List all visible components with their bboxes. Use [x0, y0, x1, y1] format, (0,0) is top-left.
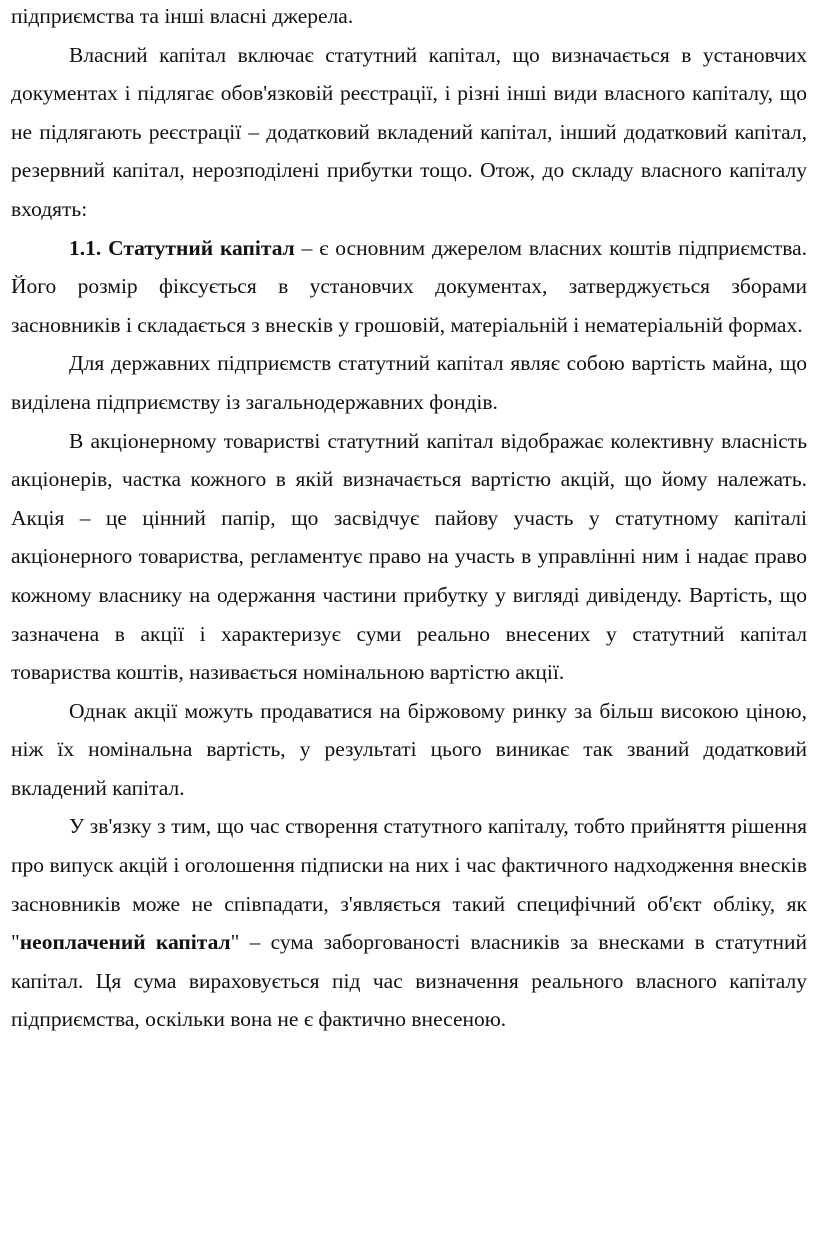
- paragraph-equity-composition: [11, 36, 807, 229]
- paragraph-text: Для державних підприємств статутний капітал являє собою вартість майна, що виділена підприємству із загальнодержавних фондів.: [11, 351, 807, 414]
- paragraph-joint-stock: [11, 422, 807, 692]
- paragraph-text: Власний капітал включає статутний капітал, що визначається в установчих документах і підлягає обов'язковій реєстрації, і різні інші види власного капіталу, що не підлягають реєстрації – додатковий вкладений капітал, інший додатковий капітал, резервний капітал, нерозподілені прибутки тощо. Отож, до складу власного капіталу входять:: [11, 42, 807, 221]
- paragraph-unpaid-capital: [11, 807, 807, 1039]
- paragraph-text: " – сума заборгованості власників за внесками в статутний капітал. Ця сума вираховується під час визначення реального власного капіталу підприємства, оскільки вона не є фактично внесеною.: [11, 930, 807, 1032]
- paragraph-statutory-capital: [11, 229, 807, 345]
- paragraph-text: підприємства та інші власні джерела.: [11, 4, 354, 28]
- paragraph-additional-capital: [11, 692, 807, 808]
- paragraph-text: В акціонерному товаристві статутний капітал відображає колективну власність акціонерів, частка кожного в якій визначається вартістю акцій, що йому належать. Акція – це цінний папір, що засвідчує пайову участь у статутному капіталі акціонерного товариства, регламентує право на участь в управлінні ним і надає право кожному власнику на одержання частини прибутку у вигляді дивіденду. Вартість, що зазначена в акції і характеризує суми реально внесених у статутний капітал товариства коштів, називається номінальною вартістю акції.: [11, 428, 807, 685]
- section-heading: 1.1. Статутний капітал: [69, 235, 295, 260]
- paragraph-text: – є основним джерелом власних коштів підприємства. Його розмір фіксується в установчих документах, затверджується зборами засновників і складається з внесків у грошовій, матеріальній і нематеріальній формах.: [11, 235, 807, 337]
- paragraph-state-enterprises: [11, 344, 807, 421]
- paragraph-text: Однак акції можуть продаватися на біржовому ринку за більш високою ціною, ніж їх номінальна вартість, у результаті цього виникає так званий додатковий вкладений капітал.: [11, 698, 807, 800]
- bold-term: неоплачений капітал: [19, 930, 231, 955]
- paragraph-continuation: [11, 0, 807, 36]
- paragraph-text: У зв'язку з тим, що час створення статутного капіталу, тобто прийняття рішення про випуск акцій і оголошення підписки на них і час фактичного надходження внесків засновників може не співпадати, з'являється такий специфічний об'єкт обліку, як ": [11, 814, 807, 955]
- document-page: [11, 0, 807, 1039]
